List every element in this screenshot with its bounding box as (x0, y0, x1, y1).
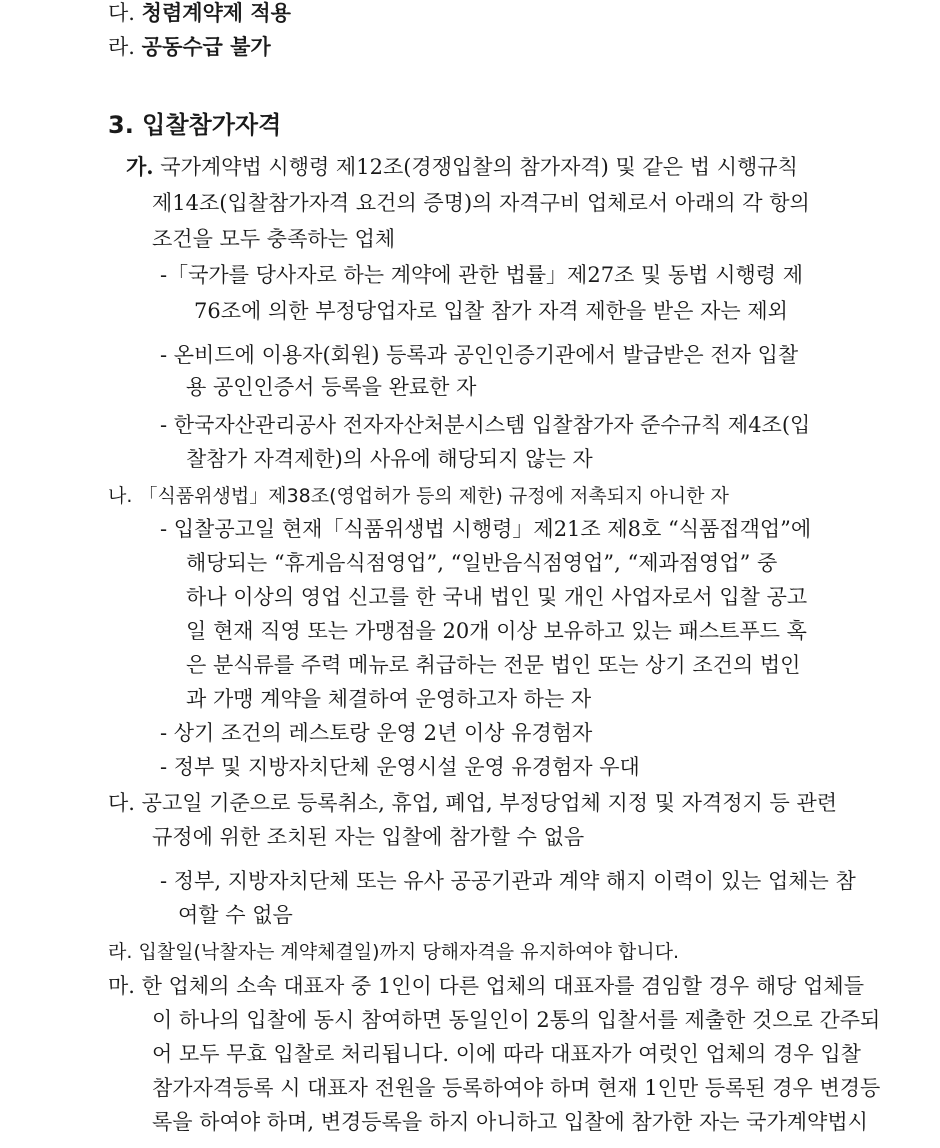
na-sub-2: - 상기 조건의 레스토랑 운영 2년 이상 유경험자 (160, 721, 593, 745)
item-ra (108, 937, 679, 967)
na-sub-3: - 정부 및 지방자치단체 운영시설 운영 유경험자 우대 (160, 755, 640, 779)
ga-sub-1-line-1: -「국가를 당사자로 하는 계약에 관한 법률」제27조 및 동법 시행령 제 (160, 263, 804, 287)
item-ma-line-4: 참가자격등록 시 대표자 전원을 등록하여야 하며 현재 1인만 등록된 경우 변경등 (152, 1076, 881, 1100)
item-ga-line-3: 조건을 모두 충족하는 업체 (152, 227, 396, 251)
item-ma-line-2: 이 하나의 입찰에 동시 참여하면 동일인이 2통의 입찰서를 제출한 것으로 간주되 (152, 1008, 881, 1032)
item-da (108, 788, 837, 818)
item-marker: 다. (108, 1, 135, 25)
item-marker: 라. (108, 35, 135, 59)
item-marker: 가. (126, 154, 154, 179)
item-line: 국가계약법 시행령 제12조(경쟁입찰의 참가자격) 및 같은 법 시행규칙 (160, 155, 798, 179)
item-ra-joint (108, 32, 271, 62)
item-na (108, 481, 729, 511)
na-sub-1-line-6: 과 가맹 계약을 체결하여 운영하고자 하는 자 (186, 687, 592, 711)
na-sub-1-line-2: 해당되는 “휴게음식점영업”, “일반음식점영업”, “제과점영업” 중 (186, 551, 778, 575)
item-marker: 나. (108, 485, 133, 507)
item-marker: 다. (108, 791, 135, 815)
item-ma-line-3: 어 모두 무효 입찰로 처리됩니다. 이에 따라 대표자가 여럿인 업체의 경우 입찰 (152, 1042, 861, 1066)
da-sub-line-1: - 정부, 지방자치단체 또는 유사 공공기관과 계약 해지 이력이 있는 업체는 참 (160, 869, 856, 893)
item-ga (126, 152, 798, 182)
ga-sub-3-line-1: - 한국자산관리공사 전자자산처분시스템 입찰참가자 준수규칙 제4조(입 (160, 413, 811, 437)
item-ma-line-5: 록을 하여야 하며, 변경등록을 하지 아니하고 입찰에 참가한 자는 국가계약법시 (152, 1110, 868, 1134)
item-text: 입찰일(낙찰자는 계약체결일)까지 당해자격을 유지하여야 합니다. (138, 941, 680, 963)
item-ma (108, 971, 864, 1001)
ga-sub-2-line-1: - 온비드에 이용자(회원) 등록과 공인인증기관에서 발급받은 전자 입찰 (160, 343, 799, 367)
da-sub-line-2: 여할 수 없음 (178, 903, 293, 927)
ga-sub-3-line-2: 찰참가 자격제한)의 사유에 해당되지 않는 자 (186, 447, 593, 471)
item-da-line-2: 규정에 위한 조치된 자는 입찰에 참가할 수 없음 (152, 825, 585, 849)
ga-sub-2-line-2: 용 공인인증서 등록을 완료한 자 (186, 375, 477, 399)
item-ga-line-2: 제14조(입찰참가자격 요건의 증명)의 자격구비 업체로서 아래의 각 항의 (152, 191, 810, 215)
item-da-contract (108, 0, 291, 28)
ga-sub-1-line-2: 76조에 의한 부정당업자로 입찰 참가 자격 제한을 받은 자는 제외 (194, 299, 788, 323)
item-text: 공동수급 불가 (141, 34, 271, 59)
item-line: 한 업체의 소속 대표자 중 1인이 다른 업체의 대표자를 겸임할 경우 해당 업체들 (141, 974, 864, 998)
na-sub-1-line-3: 하나 이상의 영업 신고를 한 국내 법인 및 개인 사업자로서 입찰 공고 (186, 585, 808, 609)
item-text: 「식품위생법」제38조(영업허가 등의 제한) 규정에 저촉되지 아니한 자 (138, 485, 729, 507)
item-text: 청렴계약제 적용 (141, 0, 291, 25)
item-marker: 마. (108, 974, 135, 998)
na-sub-1-line-1: - 입찰공고일 현재「식품위생법 시행령」제21조 제8호 “식품접객업”에 (160, 517, 812, 541)
na-sub-1-line-4: 일 현재 직영 또는 가맹점을 20개 이상 보유하고 있는 패스트푸드 혹 (186, 619, 807, 643)
na-sub-1-line-5: 은 분식류를 주력 메뉴로 취급하는 전문 법인 또는 상기 조건의 법인 (186, 653, 801, 677)
section-3-heading: 3. 입찰참가자격 (108, 111, 282, 139)
item-line: 공고일 기준으로 등록취소, 휴업, 폐업, 부정당업체 지정 및 자격정지 등 관련 (141, 791, 838, 815)
item-marker: 라. (108, 941, 133, 963)
